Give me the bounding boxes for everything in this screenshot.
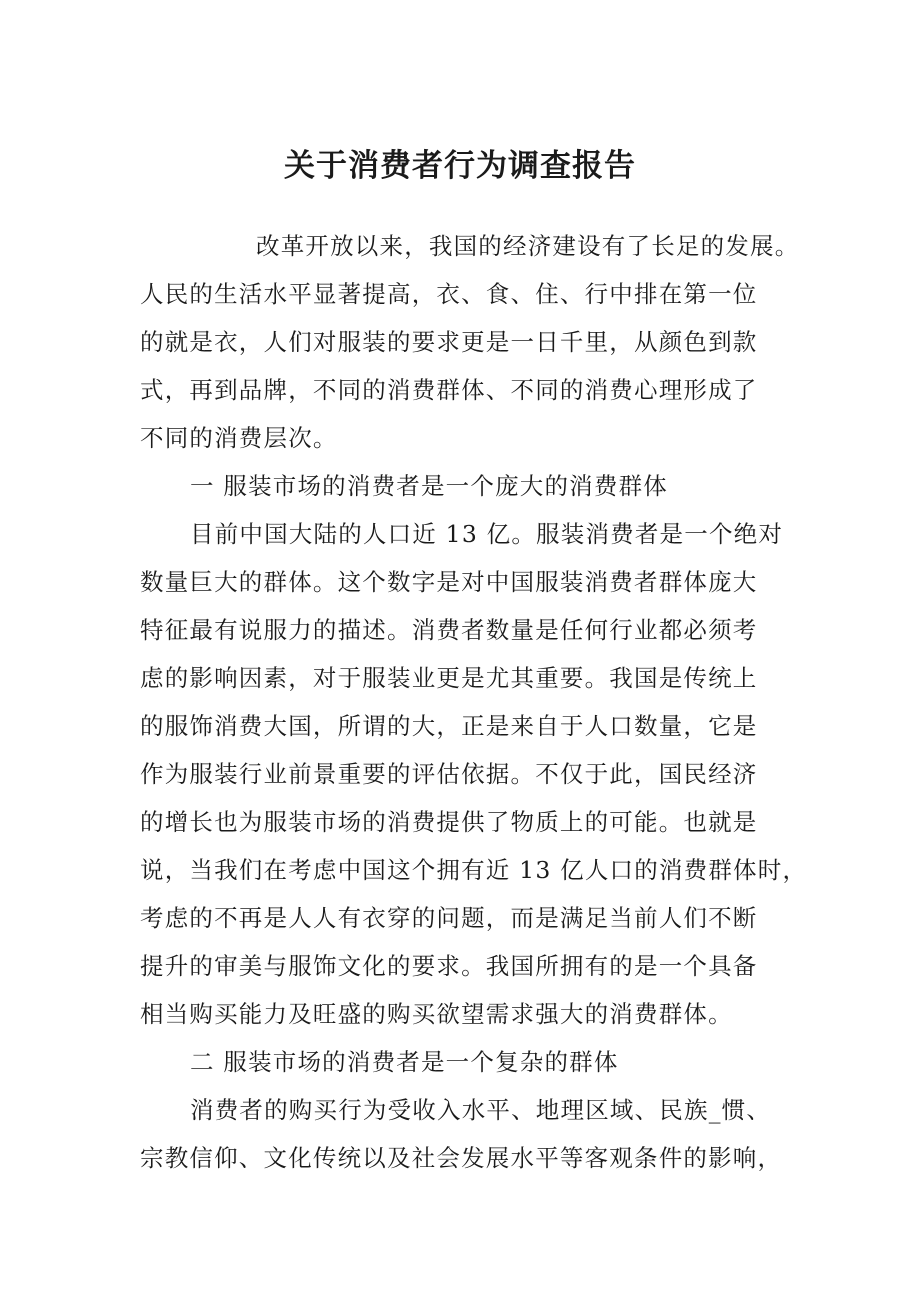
paragraph-line: 考虑的不再是人人有衣穿的问题，而是满足当前人们不断 xyxy=(140,904,758,932)
paragraph-line: 式，再到品牌，不同的消费群体、不同的消费心理形成了 xyxy=(140,376,758,404)
paragraph-line: 的服饰消费大国，所谓的大，正是来自于人口数量，它是 xyxy=(140,712,758,740)
paragraph-line: 的增长也为服装市场的消费提供了物质上的可能。也就是 xyxy=(140,808,758,836)
paragraph-line: 不同的消费层次。 xyxy=(140,424,338,452)
paragraph-line: 目前中国大陆的人口近 13 亿。服装消费者是一个绝对 xyxy=(190,520,784,548)
paragraph-line: 消费者的购买行为受收入水平、地理区域、民族_惯、 xyxy=(190,1096,772,1124)
document-title: 关于消费者行为调查报告 xyxy=(284,148,636,184)
paragraph-line: 改革开放以来，我国的经济建设有了长足的发展。 xyxy=(256,232,800,260)
paragraph-line: 作为服装行业前景重要的评估依据。不仅于此，国民经济 xyxy=(140,760,758,788)
section-heading: 一 服装市场的消费者是一个庞大的消费群体 xyxy=(190,472,668,500)
paragraph-line: 虑的影响因素，对于服装业更是尤其重要。我国是传统上 xyxy=(140,664,758,692)
paragraph-line: 说，当我们在考虑中国这个拥有近 13 亿人口的消费群体时， xyxy=(140,856,808,884)
paragraph-line: 提升的审美与服饰文化的要求。我国所拥有的是一个具备 xyxy=(140,952,758,980)
paragraph-line: 相当购买能力及旺盛的购买欲望需求强大的消费群体。 xyxy=(140,1000,733,1028)
paragraph-line: 数量巨大的群体。这个数字是对中国服装消费者群体庞大 xyxy=(140,568,758,596)
paragraph-line: 的就是衣，人们对服装的要求更是一日千里，从颜色到款 xyxy=(140,328,758,356)
paragraph-line: 人民的生活水平显著提高，衣、食、住、行中排在第一位 xyxy=(140,280,758,308)
section-heading: 二 服装市场的消费者是一个复杂的群体 xyxy=(190,1048,619,1076)
paragraph-line: 宗教信仰、文化传统以及社会发展水平等客观条件的影响， xyxy=(140,1144,783,1172)
paragraph-line: 特征最有说服力的描述。消费者数量是任何行业都必须考 xyxy=(140,616,758,644)
